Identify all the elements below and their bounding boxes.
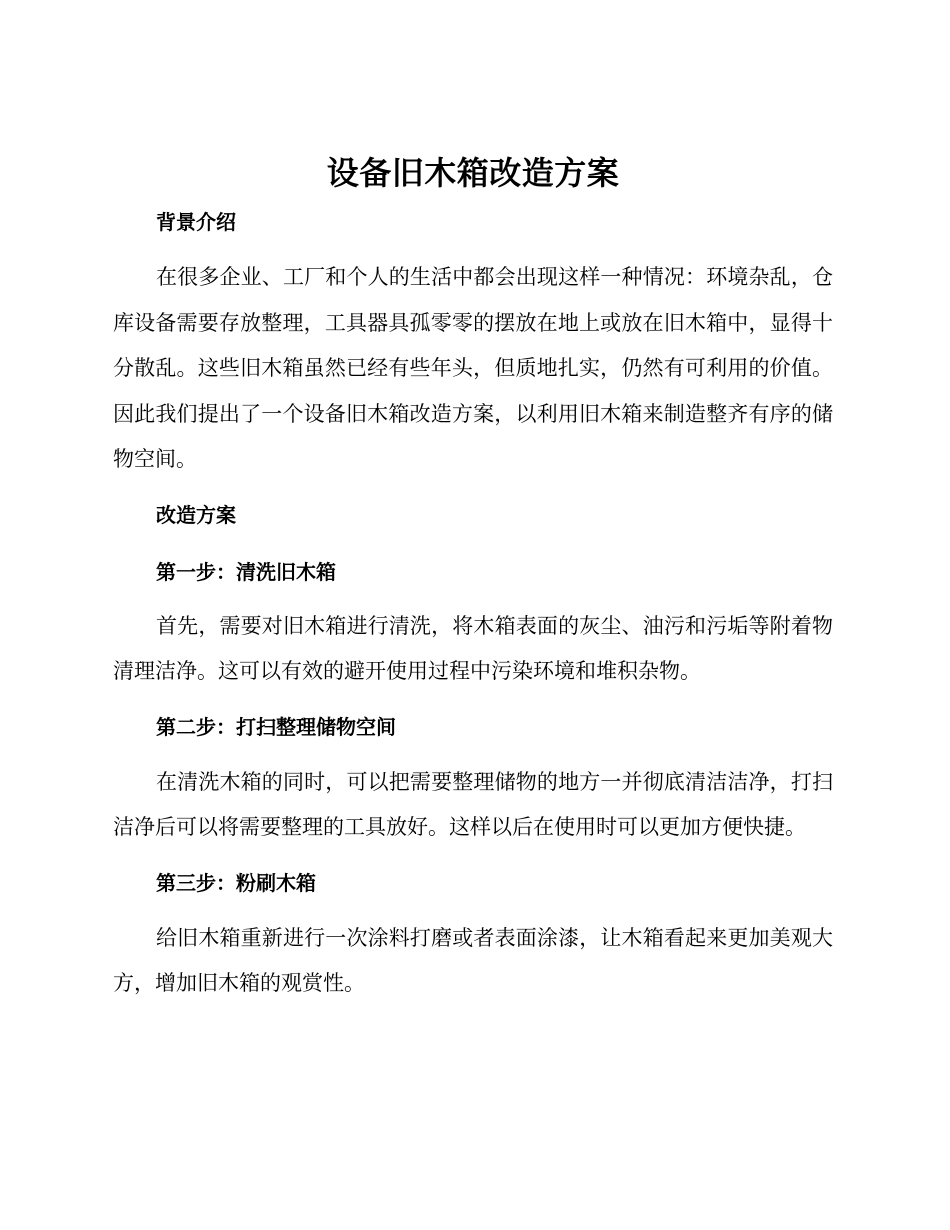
document-title: 设备旧木箱改造方案 <box>326 154 620 192</box>
paragraph-step-3: 给旧木箱重新进行一次涂料打磨或者表面涂漆，让木箱看起来更加美观大方，增加旧木箱的观赏性。 <box>113 925 833 995</box>
heading-step-1: 第一步：清洗旧木箱 <box>156 559 336 584</box>
heading-step-2: 第二步：打扫整理储物空间 <box>156 714 396 739</box>
paragraph-step-1: 首先，需要对旧木箱进行清洗，将木箱表面的灰尘、油污和污垢等附着物清理洁净。这可以有效的避开使用过程中污染环境和堆积杂物。 <box>113 613 833 683</box>
heading-step-3: 第三步：粉刷木箱 <box>156 870 316 895</box>
document-body <box>113 150 833 1007</box>
heading-background: 背景介绍 <box>156 210 236 234</box>
heading-plan: 改造方案 <box>156 502 236 527</box>
paragraph-step-2: 在清洗木箱的同时，可以把需要整理储物的地方一并彻底清洁洁净，打扫洁净后可以将需要整理的工具放好。这样以后在使用时可以更加方便快捷。 <box>113 769 833 839</box>
paragraph-background: 在很多企业、工厂和个人的生活中都会出现这样一种情况：环境杂乱，仓库设备需要存放整理，工具器具孤零零的摆放在地上或放在旧木箱中，显得十分散乱。这些旧木箱虽然已经有些年头，但质地扎实，仍然有可利用的价值。因此我们提出了一个设备旧木箱改造方案，以利用旧木箱来制造整齐有序的储物空间。 <box>113 265 833 471</box>
